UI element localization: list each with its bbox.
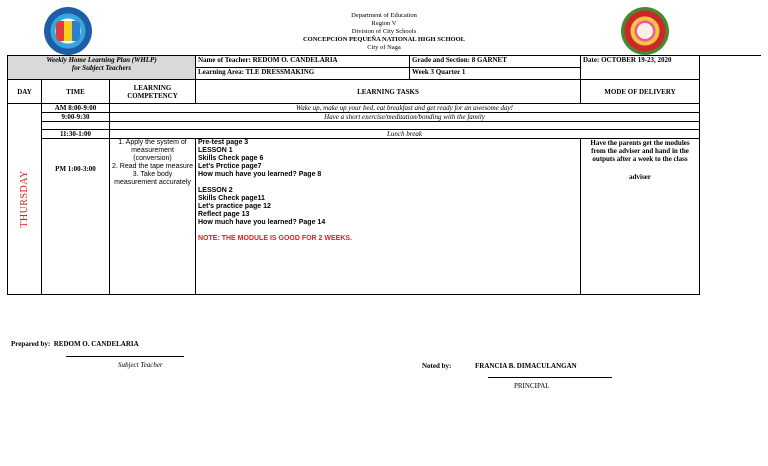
plan-title-line1: Weekly Home Learning Plan (WHLP) [46,56,157,64]
delivery-cell [581,139,700,295]
plan-title-line2: for Subject Teachers [71,64,132,72]
noted-signature-line [488,377,612,378]
plan-date: Date: OCTOBER 19-23, 2020 [581,56,700,80]
module-note: NOTE: THE MODULE IS GOOD FOR 2 WEEKS. [198,235,353,243]
week-quarter: Week 3 Quarter 1 [410,68,581,80]
task-item: Let's Prctice page7 [198,163,262,170]
competency-item: 1. Apply the system of measurement (conversion) [118,139,187,162]
teacher-name: Name of Teacher: REDOM O. CANDELARIA [196,56,410,68]
col-tasks: LEARNING TASKS [196,80,581,104]
task-item: Reflect page 13 [198,211,250,219]
day-cell [8,104,42,295]
competency-list [110,139,196,295]
noted-role: PRINCIPAL [514,382,550,390]
agency-line-3: Division of City Schools [351,28,417,35]
time-slot-1: AM 8:00-9:00 [42,104,110,113]
task-item: How much have you learned? Page 8 [198,171,322,178]
agency-line-1: Department of Education [351,12,417,19]
prepared-by [11,340,139,348]
col-competency: LEARNING COMPETENCY [110,80,196,104]
task-item: Let's practice page 12 [198,203,271,211]
col-time: TIME [42,80,110,104]
task-item: LESSON 2 [198,187,233,195]
activity-note-1: Wake up, make up your bed, eat breakfast and get ready for an awesome day! [110,104,700,113]
task-item: Skills Check page 6 [198,155,264,162]
task-item: LESSON 1 [198,147,233,154]
city-name: City of Naga [367,44,401,51]
time-slot-2: 9:00-9:30 [42,113,110,122]
competency-item: 2. Read the tape measure [112,163,193,170]
prepared-name: REDOM O. CANDELARIA [53,340,139,348]
spacer-row [110,122,700,130]
plan-title [8,56,196,80]
whlp-table [7,55,700,295]
prepared-signature-line [66,356,184,357]
task-spacer [198,179,578,187]
school-name: CONCEPCION PEQUEÑA NATIONAL HIGH SCHOOL [302,36,466,43]
competency-item: 3. Take body measurement accurately [114,171,191,186]
spacer-time [42,122,110,130]
prepared-label: Prepared by: [11,340,51,348]
task-item: Skills Check page11 [198,195,265,203]
activity-note-2: Have a short exercise/meditation/bonding with the family [110,113,700,122]
day-label: THURSDAY [18,170,30,228]
time-slot-3: 11:30-1:00 [42,130,110,139]
delivery-text: Have the parents get the modules from the adviser and hand in the outputs after a week to the class [590,139,690,163]
task-spacer [198,227,578,235]
learning-area: Learning Area: TLE DRESSMAKING [196,68,410,80]
task-item: Pre-test page 3 [198,139,249,146]
noted-name: FRANCIA B. DIMACULANGAN [475,362,577,370]
grade-section: Grade and Section: 8 GARNET [410,56,581,68]
task-list [196,139,581,295]
prepared-role: Subject Teacher [118,361,163,369]
col-day: DAY [8,80,42,104]
activity-note-3: Lunch break [110,130,700,139]
delivery-extra: adviser [629,173,651,181]
task-item: How much have you learned? Page 14 [198,219,326,227]
time-slot-main: PM 1:00-3:00 [42,139,110,295]
agency-line-2: Region V [371,20,397,27]
col-delivery: MODE OF DELIVERY [581,80,700,104]
noted-label: Noted by: [422,362,452,370]
